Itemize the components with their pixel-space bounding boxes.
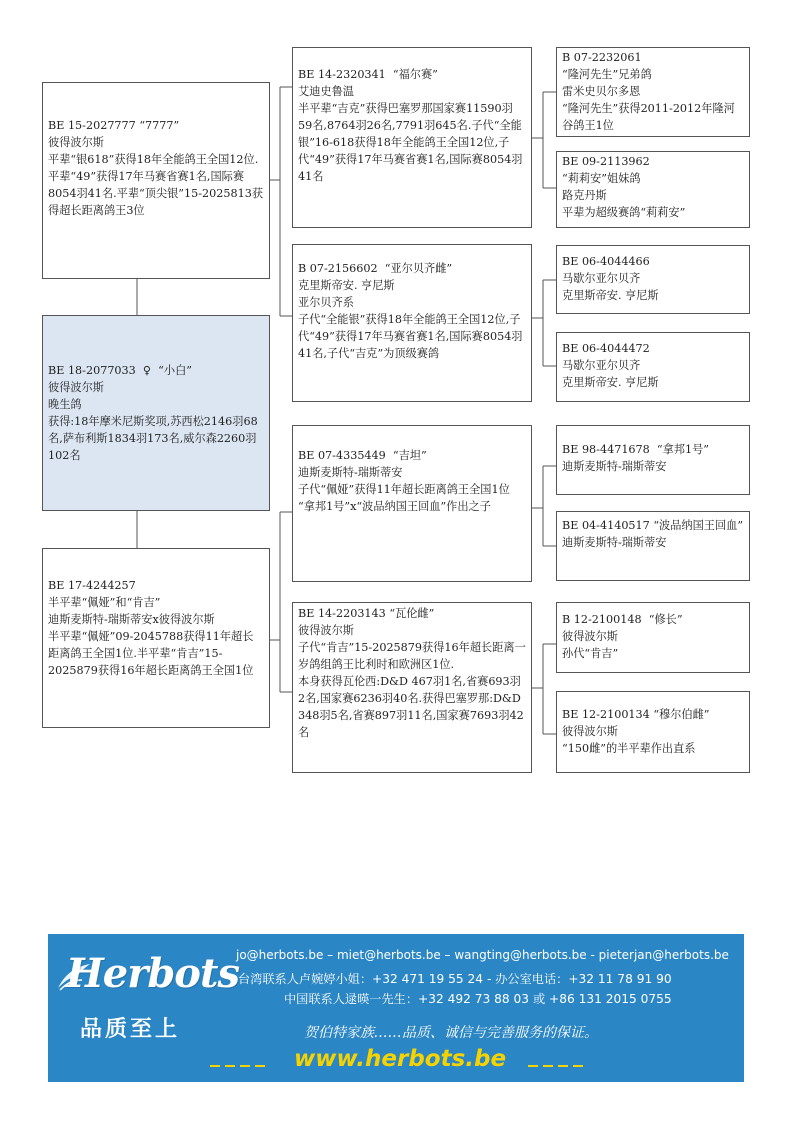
website-link[interactable]: www.herbots.be bbox=[294, 1046, 507, 1072]
subject-results: 获得:18年摩米尼斯奖项,苏西松2146羽68名,萨布利斯1834羽173名,威尔森2260羽102名 bbox=[48, 415, 258, 462]
subject-type: 晚生鸽 bbox=[48, 398, 82, 411]
slogan-main: 品质至上 bbox=[80, 1017, 181, 1042]
dd-dam-card bbox=[556, 691, 750, 773]
dam-sire-breeder: 迪斯麦斯特-瑞斯蒂安 bbox=[298, 466, 403, 479]
ds-sire-card bbox=[556, 425, 750, 495]
sire-sire-breeder: 艾迪史鲁温 bbox=[298, 85, 354, 98]
ss-sire-card bbox=[556, 47, 750, 137]
sd-sire-card bbox=[556, 245, 750, 314]
sire-ring-name: BE 15-2027777 “7777” bbox=[48, 119, 180, 132]
subject-card bbox=[42, 315, 270, 511]
sire-dam-breeder: 克里斯帝安. 亨尼斯 bbox=[298, 279, 395, 292]
sire-sire-card bbox=[292, 47, 532, 228]
ss-dam-breeder: 路克丹斯 bbox=[562, 189, 607, 202]
ds-dam-card bbox=[556, 511, 750, 581]
dam-dam-results: 本身获得瓦伦西:D&D 467羽1名,省赛693羽2名,国家赛6236羽40名.获得巴塞罗那:D&D 348羽5名,省赛897羽11名,国家赛7693羽42名 bbox=[298, 675, 525, 739]
dam-dam-card bbox=[292, 602, 532, 773]
dd-sire-breeder: 彼得波尔斯 bbox=[562, 630, 618, 643]
sire-breeder: 彼得波尔斯 bbox=[48, 136, 104, 149]
ss-dam-description: 平辈为超级赛鸽“莉莉安” bbox=[562, 206, 686, 219]
herbots-logo: Herbots bbox=[66, 950, 239, 997]
dam-sire-card bbox=[292, 425, 532, 582]
ss-sire-description: “隆河先生”获得2011-2012年隆河谷鸽王1位 bbox=[562, 102, 735, 132]
sd-dam-breeder: 克里斯帝安. 亨尼斯 bbox=[562, 376, 659, 389]
sire-dam-description: 子代“全能银”获得18年全能鸽王全国12位,子代“49”获得17年马赛省赛1名,国际赛8054羽41名,子代“吉克”为顶级赛鸽 bbox=[298, 313, 523, 360]
dam-sire-parents: “拿邦1号”x“波品纳国王回血”作出之子 bbox=[298, 500, 491, 513]
ds-dam-breeder: 迪斯麦斯特-瑞斯蒂安 bbox=[562, 536, 667, 549]
sire-dam-ring-name: B 07-2156602 “亚尔贝齐雌” bbox=[298, 262, 453, 275]
subject-breeder: 彼得波尔斯 bbox=[48, 381, 104, 394]
footer-banner bbox=[48, 934, 744, 1082]
dd-dam-ring: BE 12-2100134 “穆尔伯雌” bbox=[562, 708, 710, 721]
dam-breeder: 迪斯麦斯特-瑞斯蒂安x彼得波尔斯 bbox=[48, 613, 215, 626]
taiwan-contact: 台湾联系人卢婉婷小姐：+32 471 19 55 24 - 办公室电话：+32 11 78 91 90 bbox=[238, 972, 672, 986]
dd-dam-breeder: 彼得波尔斯 bbox=[562, 725, 618, 738]
sire-description: 平辈“银618”获得18年全能鸽王全国12位.平辈“49”获得17年马赛省赛1名,国际赛8054羽41名.平辈“顶尖银”15-2025813获得超长距离鸽王3位 bbox=[48, 153, 264, 217]
dd-dam-description: “150雌”的半平辈作出直系 bbox=[562, 742, 696, 755]
website-right-dashes bbox=[528, 1065, 586, 1067]
ss-sire-breeder: 雷米史贝尔多恩 bbox=[562, 85, 641, 98]
service-slogan: 贺伯特家族……品质、诚信与完善服务的保证。 bbox=[304, 1025, 598, 1041]
dam-dam-offspring: 子代“肯吉”15-2025879获得16年超长距离一岁鸽组鸽王比利时和欧洲区1位. bbox=[298, 641, 526, 671]
ds-dam-ring: BE 04-4140517 “波品纳国王回血” bbox=[562, 519, 744, 532]
dd-sire-relation: 孙代“肯吉” bbox=[562, 647, 619, 660]
ss-dam-ring: BE 09-2113962 bbox=[562, 155, 650, 168]
dam-sire-description: 子代“佩娅”获得11年超长距离鸽王全国1位 bbox=[298, 483, 510, 496]
dam-siblings: 半平辈“佩娅”和“肯吉” bbox=[48, 596, 161, 609]
ss-sire-relation: “隆河先生”兄弟鸽 bbox=[562, 68, 652, 81]
sd-dam-card bbox=[556, 332, 750, 402]
ds-sire-ring: BE 98-4471678 “拿邦1号” bbox=[562, 443, 710, 456]
sd-dam-line: 马歇尔亚尔贝齐 bbox=[562, 359, 641, 372]
sd-sire-ring: BE 06-4044466 bbox=[562, 255, 650, 268]
dd-sire-card bbox=[556, 602, 750, 673]
sd-sire-line: 马歇尔亚尔贝齐 bbox=[562, 272, 641, 285]
sire-dam-line: 亚尔贝齐系 bbox=[298, 296, 354, 309]
dam-card bbox=[42, 548, 270, 728]
sire-card bbox=[42, 82, 270, 279]
contact-emails[interactable]: jo@herbots.be – miet@herbots.be – wangting@herbots.be - pieterjan@herbots.be bbox=[236, 948, 729, 962]
sd-sire-breeder: 克里斯帝安. 亨尼斯 bbox=[562, 289, 659, 302]
dam-ring-name: BE 17-4244257 bbox=[48, 579, 136, 592]
sire-sire-description: 半平辈“吉克”获得巴塞罗那国家赛11590羽59名,8764羽26名,7791羽645名.子代“全能银”16-618获得18年全能鸽王全国12位,子代“49”获得17年马赛省赛1名,国际赛8054羽41名 bbox=[298, 102, 523, 183]
sire-dam-card bbox=[292, 244, 532, 402]
ss-dam-relation: “莉莉安”姐妹鸽 bbox=[562, 172, 641, 185]
china-contact: 中国联系人逯暎一先生：+32 492 73 88 03 或 +86 131 2015 0755 bbox=[284, 992, 672, 1006]
sd-dam-ring: BE 06-4044472 bbox=[562, 342, 650, 355]
sire-sire-ring-name: BE 14-2320341 “福尔赛” bbox=[298, 68, 438, 81]
ss-sire-ring: B 07-2232061 bbox=[562, 51, 642, 64]
dam-description: 半平辈“佩娅”09-2045788获得11年超长距离鸽王全国1位.半平辈“肯吉”15-2025879获得16年超长距离鸽王全国1位 bbox=[48, 630, 254, 677]
dam-dam-ring-name: BE 14-2203143 “瓦伦雌” bbox=[298, 607, 435, 620]
subject-ring-name: BE 18-2077033 ♀ “小白” bbox=[48, 364, 193, 377]
dd-sire-ring: B 12-2100148 “修长” bbox=[562, 613, 683, 626]
dam-dam-breeder: 彼得波尔斯 bbox=[298, 624, 354, 637]
ss-dam-card bbox=[556, 151, 750, 228]
dam-sire-ring-name: BE 07-4335449 “吉坦” bbox=[298, 449, 427, 462]
website-left-dashes bbox=[210, 1065, 268, 1067]
ds-sire-breeder: 迪斯麦斯特-瑞斯蒂安 bbox=[562, 460, 667, 473]
